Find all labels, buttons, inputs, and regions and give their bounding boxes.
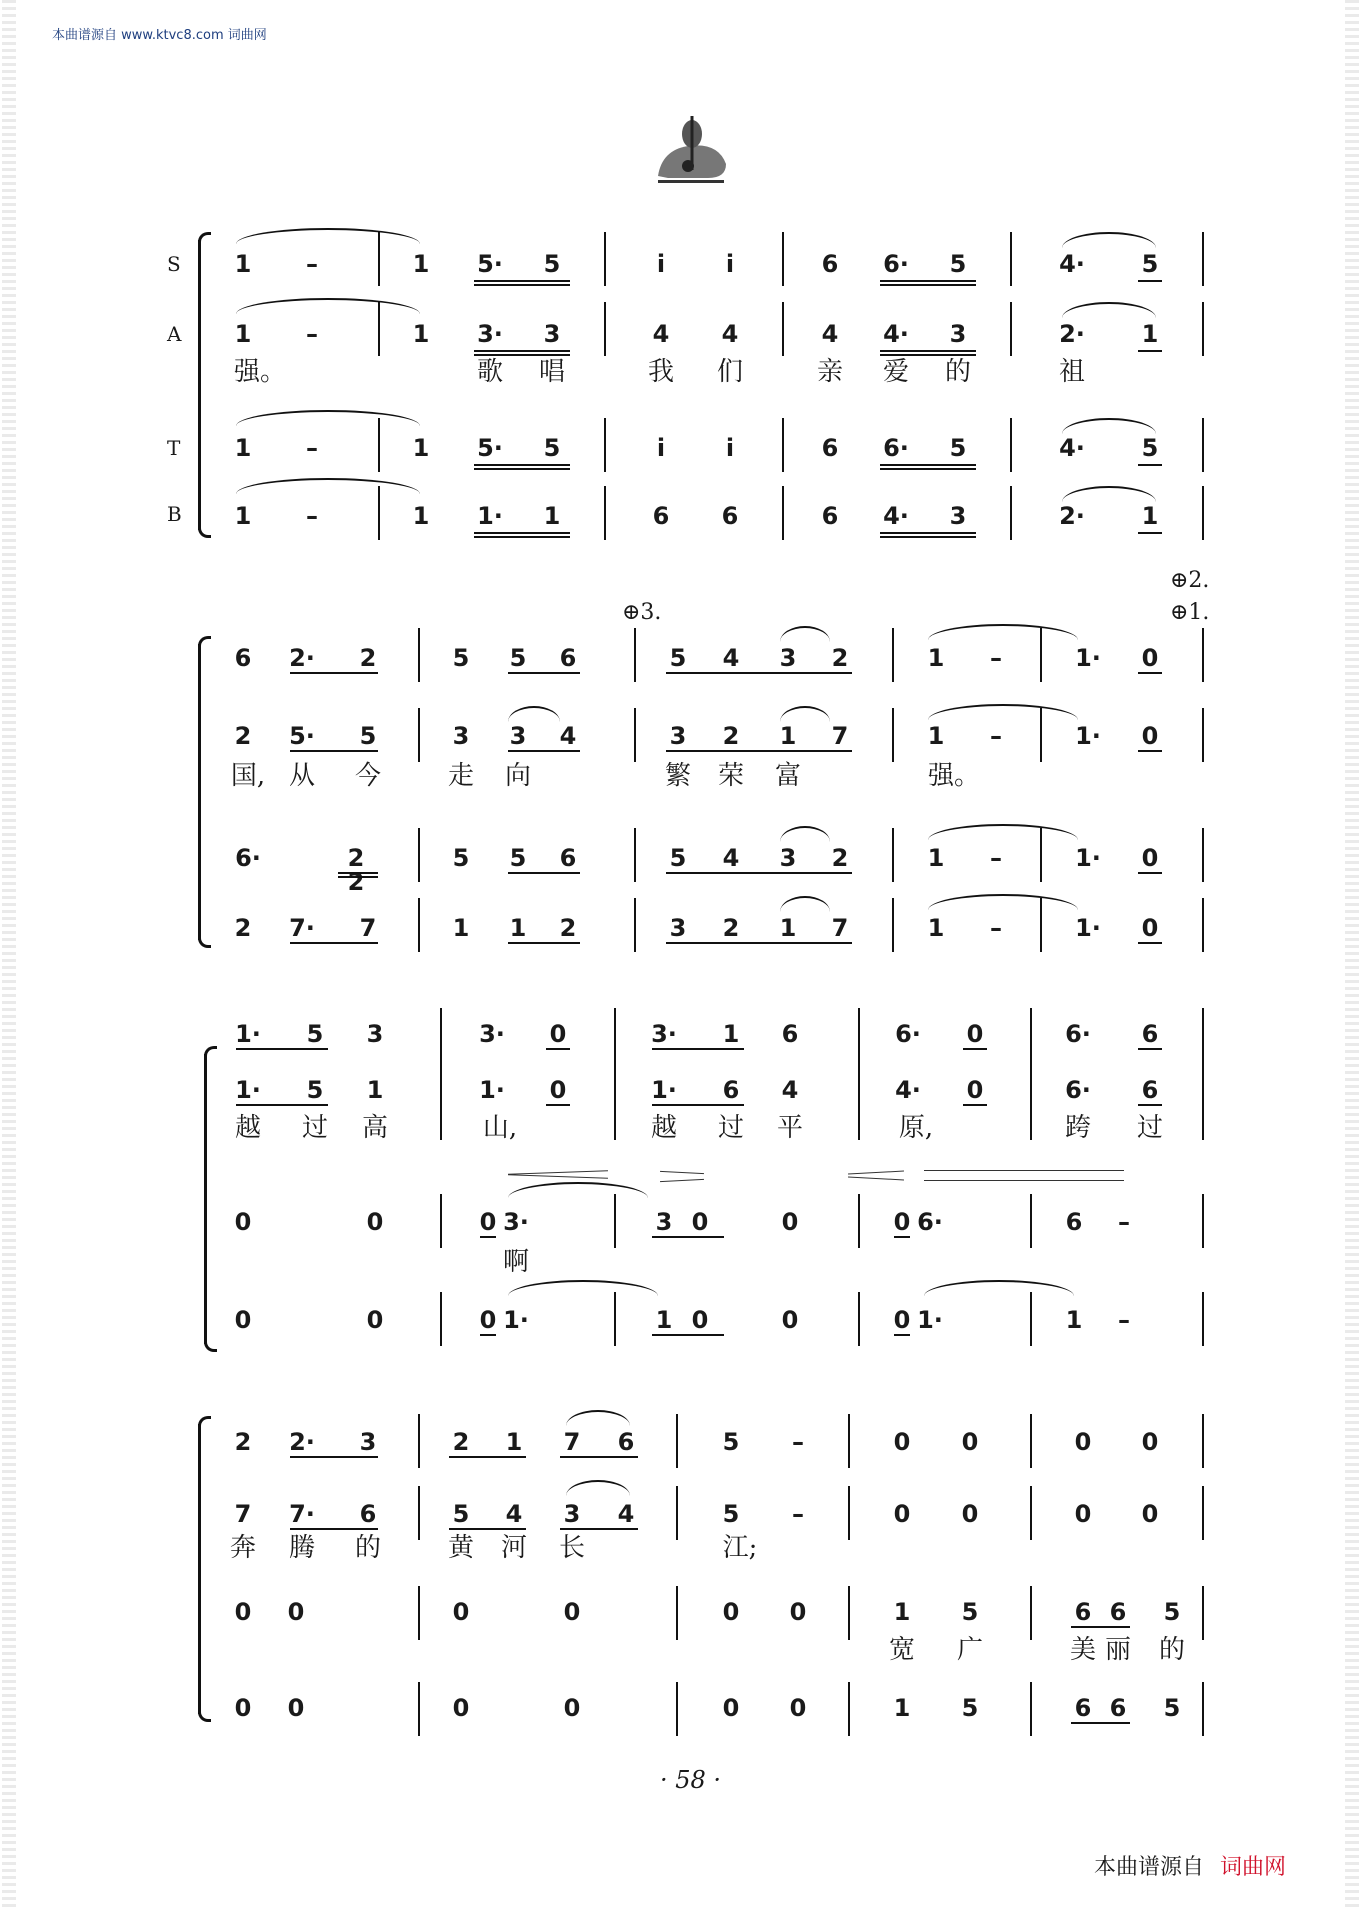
note: 0 (479, 1306, 497, 1334)
note: 6· (883, 250, 909, 278)
note: 3· (651, 1020, 677, 1048)
note: 1 (722, 1020, 740, 1048)
note: 3 (366, 1020, 384, 1048)
note: 1· (1075, 722, 1101, 750)
note: 0 (1141, 1500, 1159, 1528)
note: 1 (509, 914, 527, 942)
note: 1· (235, 1020, 261, 1048)
lyric: 越 (234, 1113, 261, 1143)
note: – (990, 914, 1002, 942)
note: 2 (234, 722, 252, 750)
lyric: 走 (447, 761, 474, 791)
note: 7 (831, 914, 849, 942)
note: 4· (1059, 250, 1085, 278)
note: 0 (722, 1598, 740, 1626)
note: i (725, 434, 735, 462)
note: 0 (691, 1208, 709, 1236)
note: 3 (509, 722, 527, 750)
tenor-lyric: 的 (1158, 1635, 1185, 1665)
note: 1 (655, 1306, 673, 1334)
note: 4· (895, 1076, 921, 1104)
note: 1· (1075, 844, 1101, 872)
note: 0 (781, 1208, 799, 1236)
note: 4 (821, 320, 839, 348)
note: 6 (821, 250, 839, 278)
lyric: 歌 (476, 357, 503, 387)
note: 0 (1141, 644, 1159, 672)
note: 1· (651, 1076, 677, 1104)
note: 5 (359, 722, 377, 750)
note: 4 (722, 644, 740, 672)
lyric: 腾 (288, 1533, 315, 1563)
note: 3· (479, 1020, 505, 1048)
note: – (990, 844, 1002, 872)
note: 5 (961, 1694, 979, 1722)
voice-label-soprano: S (167, 252, 181, 276)
note: 0 (691, 1306, 709, 1334)
note: – (792, 1500, 804, 1528)
page-number: · 58 · (660, 1766, 722, 1794)
note: 6 (1141, 1020, 1159, 1048)
lyric: 过 (717, 1113, 744, 1143)
note: 4 (617, 1500, 635, 1528)
coda-3-marker: ⊕3. (622, 600, 662, 625)
note: 5 (722, 1428, 740, 1456)
tenor-lyric: 广 (956, 1635, 983, 1665)
note: 6 (559, 844, 577, 872)
lyric: 繁 (664, 761, 691, 791)
note: 3 (452, 722, 470, 750)
lyric: 爱 (882, 357, 909, 387)
note: – (792, 1428, 804, 1456)
note: 6· (895, 1020, 921, 1048)
note: 2 (831, 644, 849, 672)
note: i (656, 434, 666, 462)
note: 5 (669, 644, 687, 672)
note: 5 (1163, 1694, 1181, 1722)
note: 6 (1074, 1694, 1092, 1722)
header-source-label: 本曲谱源自 (52, 28, 118, 43)
note: 0 (893, 1306, 911, 1334)
lyric: 今 (354, 761, 381, 791)
note: 0 (287, 1598, 305, 1626)
lyric: 的 (354, 1533, 381, 1563)
note: 6· (1065, 1076, 1091, 1104)
system-brace (204, 1054, 207, 1344)
note: 5 (543, 434, 561, 462)
tenor-lyric: 美 (1069, 1635, 1096, 1665)
note: – (1118, 1208, 1130, 1236)
note: 1 (893, 1598, 911, 1626)
lyric: 荣 (717, 761, 744, 791)
note: 1 (543, 502, 561, 530)
note: 2 (722, 722, 740, 750)
note: 1 (505, 1428, 523, 1456)
tenor-lyric: 丽 (1104, 1635, 1131, 1665)
note: 0 (549, 1020, 567, 1048)
note: 6 (1141, 1076, 1159, 1104)
note: 0 (549, 1076, 567, 1104)
header-site-name: 词曲网 (227, 28, 267, 43)
note: 5 (1163, 1598, 1181, 1626)
tenor-lyric: 啊 (502, 1247, 529, 1277)
note: – (306, 502, 318, 530)
coda-1-marker: ⊕1. (1170, 600, 1210, 625)
note: 0 (1074, 1500, 1092, 1528)
note: 0 (479, 1208, 497, 1236)
note: 1 (927, 722, 945, 750)
right-margin-watermark (1345, 0, 1359, 1910)
note: 6 (359, 1500, 377, 1528)
note: 6 (721, 502, 739, 530)
note: 4 (505, 1500, 523, 1528)
note: 0 (1141, 844, 1159, 872)
note: 3 (779, 644, 797, 672)
note: 1 (452, 914, 470, 942)
note: 1 (412, 320, 430, 348)
lyric: 长 (558, 1533, 585, 1563)
header-site-url[interactable]: www.ktvc8.com (121, 28, 224, 43)
note: 5 (452, 644, 470, 672)
lyric: 奔 (229, 1533, 256, 1563)
note: 1 (1065, 1306, 1083, 1334)
note: 2 (452, 1428, 470, 1456)
note: 0 (789, 1598, 807, 1626)
lyric: 河 (500, 1533, 527, 1563)
note: 7 (359, 914, 377, 942)
note: – (1118, 1306, 1130, 1334)
lyric: 从 (288, 761, 315, 791)
note: 0 (961, 1500, 979, 1528)
note: 0 (1141, 1428, 1159, 1456)
note: 3 (669, 914, 687, 942)
note: 5 (543, 250, 561, 278)
note: 1· (477, 502, 503, 530)
note: – (306, 320, 318, 348)
note: 2 (359, 644, 377, 672)
note: 4· (1059, 434, 1085, 462)
lyric: 平 (776, 1113, 803, 1143)
note: 0 (781, 1306, 799, 1334)
lyric: 我 (647, 357, 674, 387)
note: i (725, 250, 735, 278)
note: 0 (563, 1694, 581, 1722)
note: 1· (1075, 644, 1101, 672)
note: 1 (927, 844, 945, 872)
note: 4· (883, 502, 909, 530)
note: 1 (234, 434, 252, 462)
note: 3· (477, 320, 503, 348)
lyric: 的 (944, 357, 971, 387)
left-margin-watermark (2, 0, 16, 1910)
note: 5 (452, 1500, 470, 1528)
lyric: 过 (301, 1113, 328, 1143)
note: 1 (412, 250, 430, 278)
note: 1 (927, 914, 945, 942)
lyric: 们 (716, 357, 743, 387)
note: 0 (1074, 1428, 1092, 1456)
note: 3· (503, 1208, 529, 1236)
lyric: 国, (230, 761, 266, 791)
voice-label-tenor: T (167, 436, 181, 460)
note: 1 (1141, 502, 1159, 530)
lyric: 高 (361, 1113, 388, 1143)
note: 6 (1109, 1598, 1127, 1626)
note: 3 (949, 502, 967, 530)
note: 2· (1059, 320, 1085, 348)
lyric: 祖 (1058, 357, 1085, 387)
note: 3 (949, 320, 967, 348)
note: 4 (652, 320, 670, 348)
note: 6· (883, 434, 909, 462)
note: 5 (452, 844, 470, 872)
lyric: 原, (898, 1113, 934, 1143)
note: 5 (722, 1500, 740, 1528)
note: 2 2 (347, 844, 365, 896)
note: 6 (821, 434, 839, 462)
note: 1· (235, 1076, 261, 1104)
note: 3 (563, 1500, 581, 1528)
voice-label-alto: A (167, 322, 182, 346)
voice-label-bass: B (167, 502, 182, 526)
note: 6· (1065, 1020, 1091, 1048)
note: 5 (306, 1076, 324, 1104)
lyric: 强。 (927, 761, 980, 791)
note: 0 (789, 1694, 807, 1722)
note: 5 (306, 1020, 324, 1048)
note: 2 (234, 914, 252, 942)
note: 0 (961, 1428, 979, 1456)
note: 2· (289, 1428, 315, 1456)
note: 5 (949, 434, 967, 462)
note: 0 (234, 1208, 252, 1236)
note: 6· (917, 1208, 943, 1236)
lyric: 唱 (538, 357, 565, 387)
note: 2 (831, 844, 849, 872)
lyric: 过 (1136, 1113, 1163, 1143)
note: 2· (289, 644, 315, 672)
note: 1 (412, 434, 430, 462)
note: 4 (722, 844, 740, 872)
note: 0 (893, 1500, 911, 1528)
note: 1 (779, 914, 797, 942)
note: 5 (509, 644, 527, 672)
note: 3 (543, 320, 561, 348)
coda-2-marker: ⊕2. (1170, 568, 1210, 593)
note: 0 (366, 1306, 384, 1334)
note: 2 (234, 1428, 252, 1456)
note: 0 (722, 1694, 740, 1722)
footer-credit (1094, 1850, 1286, 1881)
note: 6 (1074, 1598, 1092, 1626)
note: 5 (509, 844, 527, 872)
note: 2· (1059, 502, 1085, 530)
lyric: 向 (504, 761, 531, 791)
note: 0 (1141, 914, 1159, 942)
note: 5 (949, 250, 967, 278)
system-brace (198, 644, 201, 940)
note: 5· (477, 250, 503, 278)
note: 4 (559, 722, 577, 750)
lyric: 强。 (233, 357, 286, 387)
note: 1 (366, 1076, 384, 1104)
note: 6 (1109, 1694, 1127, 1722)
note: 3 (655, 1208, 673, 1236)
lyric: 亲 (816, 357, 843, 387)
note: 7· (289, 914, 315, 942)
note: 1 (234, 320, 252, 348)
footer-brand-link[interactable]: 词曲网 (1220, 1855, 1287, 1880)
lyric: 越 (650, 1113, 677, 1143)
tenor-lyric: 宽 (888, 1635, 915, 1665)
note: 5 (669, 844, 687, 872)
note: 1 (234, 502, 252, 530)
note: 5· (477, 434, 503, 462)
note: – (306, 434, 318, 462)
note: 5 (1141, 250, 1159, 278)
note: 6 (652, 502, 670, 530)
note: 1 (234, 250, 252, 278)
note: 6· (235, 844, 261, 872)
note: 4· (883, 320, 909, 348)
note: 0 (234, 1306, 252, 1334)
note: 6 (781, 1020, 799, 1048)
note: 5· (289, 722, 315, 750)
note: – (990, 644, 1002, 672)
note: 1 (927, 644, 945, 672)
note: 3 (669, 722, 687, 750)
page-header (52, 24, 267, 43)
note: 0 (966, 1076, 984, 1104)
note: 5 (1141, 434, 1159, 462)
note: 6 (1065, 1208, 1083, 1236)
note: 3 (779, 844, 797, 872)
note: – (306, 250, 318, 278)
note: 1· (1075, 914, 1101, 942)
note: 7 (234, 1500, 252, 1528)
note: 6 (234, 644, 252, 672)
lyric: 富 (774, 761, 801, 791)
note: 6 (722, 1076, 740, 1104)
note: 6 (559, 644, 577, 672)
note: 6 (821, 502, 839, 530)
note: 0 (452, 1694, 470, 1722)
note: 0 (234, 1598, 252, 1626)
system-brace (198, 1424, 201, 1714)
lyric: 江; (722, 1533, 758, 1563)
note: 4 (721, 320, 739, 348)
note: 1· (503, 1306, 529, 1334)
note: 0 (563, 1598, 581, 1626)
note: 1· (479, 1076, 505, 1104)
lyric: 黄 (447, 1533, 474, 1563)
note: 3 (359, 1428, 377, 1456)
note: 0 (893, 1208, 911, 1236)
note: 2 (559, 914, 577, 942)
note: 0 (234, 1694, 252, 1722)
note: 1· (917, 1306, 943, 1334)
note: i (656, 250, 666, 278)
note: 2 (722, 914, 740, 942)
note: 6 (617, 1428, 635, 1456)
note: 1 (893, 1694, 911, 1722)
note: 7· (289, 1500, 315, 1528)
note: 0 (452, 1598, 470, 1626)
note: 0 (287, 1694, 305, 1722)
note: – (990, 722, 1002, 750)
note: 7 (563, 1428, 581, 1456)
note: 0 (966, 1020, 984, 1048)
note: 0 (1141, 722, 1159, 750)
footer-source-label: 本曲谱源自 (1094, 1855, 1205, 1880)
note: 4 (781, 1076, 799, 1104)
lyric: 山, (482, 1113, 518, 1143)
note: 5 (961, 1598, 979, 1626)
note: 1 (412, 502, 430, 530)
music-note-emblem-icon (648, 106, 732, 190)
note: 1 (779, 722, 797, 750)
lyric: 跨 (1064, 1113, 1091, 1143)
note: 0 (366, 1208, 384, 1236)
note: 0 (893, 1428, 911, 1456)
note: 7 (831, 722, 849, 750)
system-brace (198, 240, 201, 530)
note: 1 (1141, 320, 1159, 348)
